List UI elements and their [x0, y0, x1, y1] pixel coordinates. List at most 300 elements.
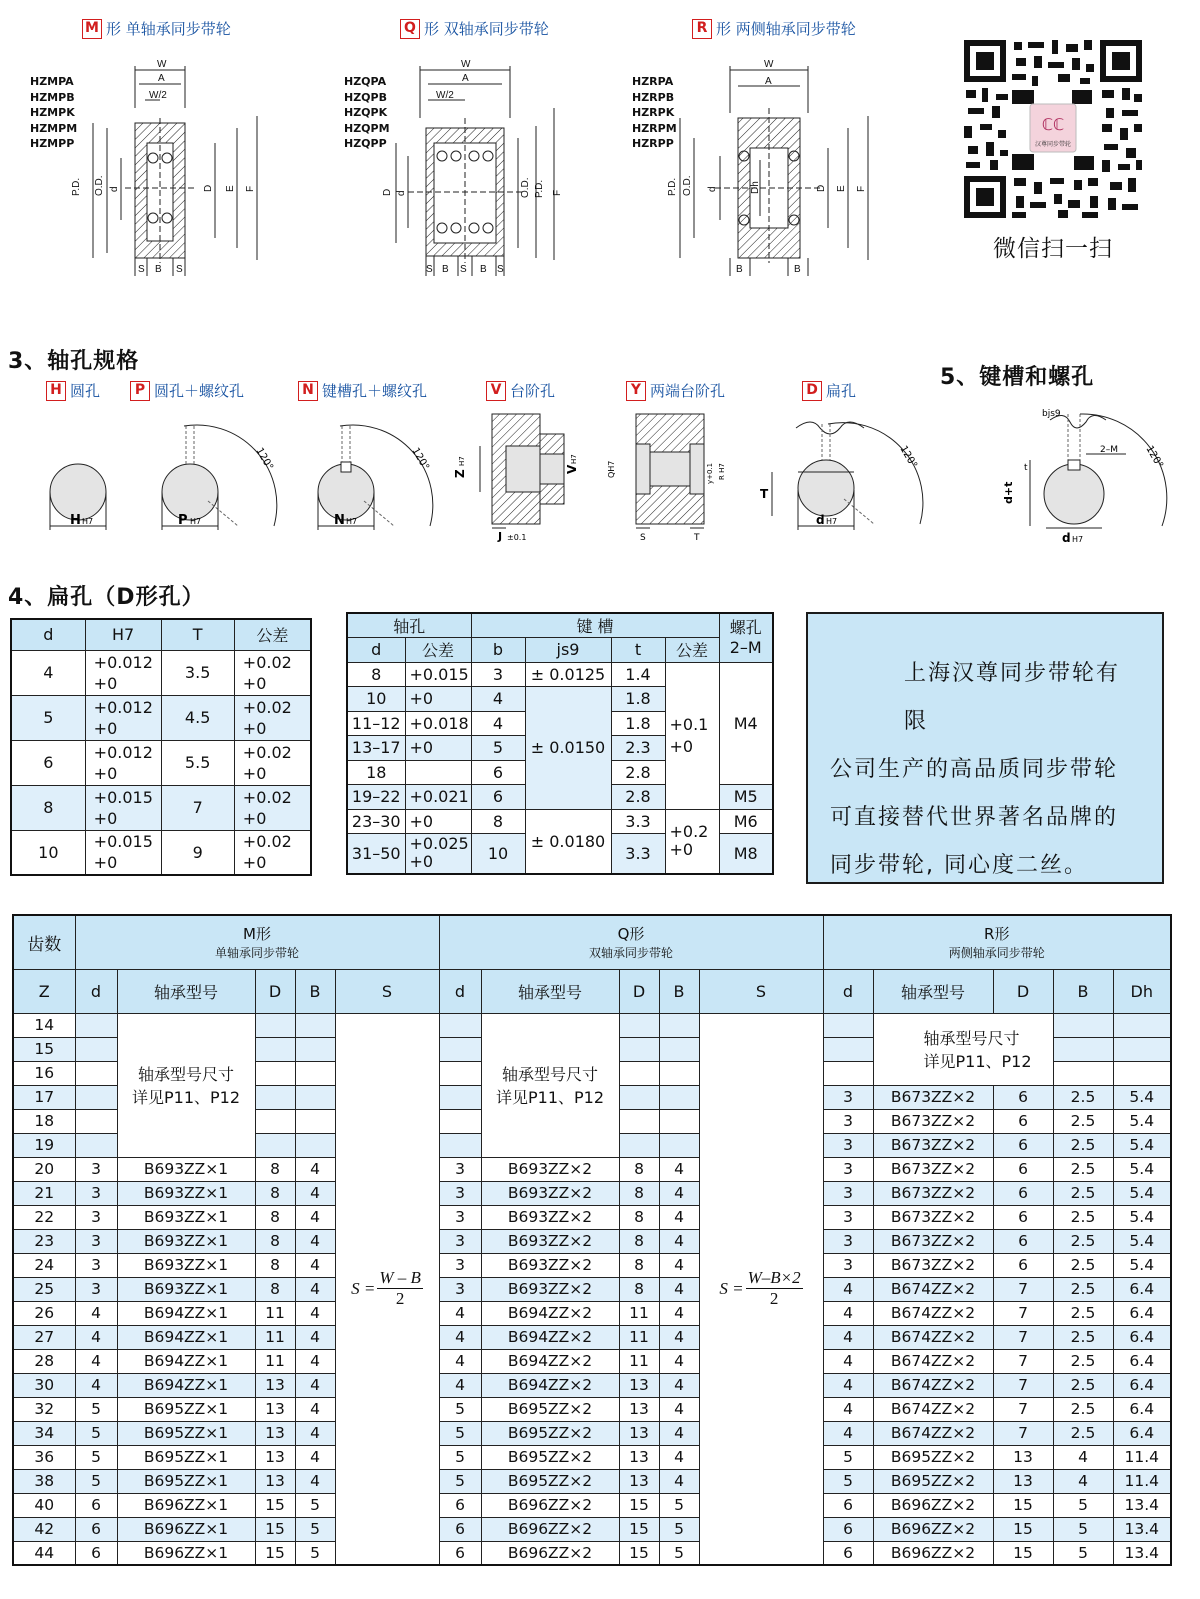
table-cell: 2.5 [1053, 1253, 1113, 1277]
table-cell: 26 [13, 1301, 75, 1325]
table-cell: 4 [1053, 1445, 1113, 1469]
svg-text:H7: H7 [190, 517, 202, 526]
table-cell: B695ZZ×1 [117, 1445, 255, 1469]
table-cell: B693ZZ×1 [117, 1277, 255, 1301]
table-cell: 5 [659, 1493, 699, 1517]
table-cell: 2.5 [1053, 1085, 1113, 1109]
svg-text:H7: H7 [826, 517, 838, 526]
table-cell: B674ZZ×2 [873, 1349, 993, 1373]
table-cell: 8 [255, 1205, 295, 1229]
table-cell: 13 [619, 1469, 659, 1493]
table-cell: 4 [823, 1301, 873, 1325]
table-cell: 5 [439, 1445, 481, 1469]
svg-text:N: N [334, 513, 345, 528]
table-cell: 3 [439, 1157, 481, 1181]
q-code-badge: Q [400, 19, 420, 39]
svg-text:S: S [426, 264, 433, 275]
table-cell: 11 [255, 1349, 295, 1373]
r-pulley-diagram [660, 48, 890, 280]
round-bore-diagram [40, 452, 120, 542]
table-cell: 2.5 [1053, 1205, 1113, 1229]
d-hole-table [10, 618, 312, 876]
svg-text:O.D.: O.D. [520, 177, 531, 198]
table-cell: 44 [13, 1541, 75, 1565]
table-cell: B693ZZ×2 [481, 1157, 619, 1181]
table-cell: 6 [993, 1205, 1053, 1229]
table-cell: 3 [823, 1109, 873, 1133]
table-cell: 22 [13, 1205, 75, 1229]
table-row: 8 +0.015 3 ± 0.0125 1.4 +0.1 +0 M4 [347, 662, 773, 687]
part-code: HZMPP [30, 137, 75, 150]
svg-text:t: t [1024, 463, 1028, 473]
table-cell: B673ZZ×2 [873, 1229, 993, 1253]
table-cell: 5.4 [1113, 1229, 1171, 1253]
table-cell: 8 [619, 1229, 659, 1253]
table-cell: B673ZZ×2 [873, 1181, 993, 1205]
table-cell: 5 [1053, 1541, 1113, 1565]
table-cell: B674ZZ×2 [873, 1397, 993, 1421]
part-code: HZQPA [344, 75, 387, 88]
table-cell: 4 [659, 1349, 699, 1373]
table-cell: 6 [439, 1493, 481, 1517]
table-cell: 15 [619, 1493, 659, 1517]
table-cell: B695ZZ×2 [481, 1421, 619, 1445]
table-cell: 6 [993, 1253, 1053, 1277]
table-cell: 42 [13, 1517, 75, 1541]
svg-text:H7: H7 [570, 454, 578, 464]
h-teeth: 齿数 [13, 915, 75, 969]
table-row [13, 1373, 1171, 1397]
table-cell: B674ZZ×2 [873, 1325, 993, 1349]
table-cell: 36 [13, 1445, 75, 1469]
h-key: 键 槽 [471, 613, 719, 638]
col-h7: H7 [85, 619, 161, 650]
table-cell: 4 [659, 1469, 699, 1493]
table-cell: B694ZZ×2 [481, 1373, 619, 1397]
table-cell: 5 [659, 1541, 699, 1565]
svg-text:O.D.: O.D. [682, 175, 693, 196]
table-cell: B693ZZ×2 [481, 1229, 619, 1253]
table-row [13, 1301, 1171, 1325]
table-cell: B696ZZ×2 [873, 1541, 993, 1565]
table-cell: 5 [823, 1445, 873, 1469]
table-cell: B693ZZ×2 [481, 1205, 619, 1229]
table-cell: 4 [439, 1301, 481, 1325]
table-cell: 16 [13, 1061, 75, 1085]
table-cell: 13 [619, 1421, 659, 1445]
table-cell: 4 [659, 1373, 699, 1397]
table-cell: 4 [823, 1325, 873, 1349]
round-screw-bore-diagram [148, 406, 288, 546]
svg-text:2–M: 2–M [1100, 445, 1118, 455]
table-cell: 3 [75, 1277, 117, 1301]
table-cell: B694ZZ×2 [481, 1301, 619, 1325]
table-cell: 2.5 [1053, 1277, 1113, 1301]
table-cell: 3 [823, 1085, 873, 1109]
m-pulley-diagram [65, 48, 275, 280]
table-cell: 7 [993, 1421, 1053, 1445]
table-cell: 11 [619, 1349, 659, 1373]
table-cell: 4 [659, 1157, 699, 1181]
table-cell: B693ZZ×1 [117, 1253, 255, 1277]
m-title-text: 形 单轴承同步带轮 [106, 20, 231, 38]
qr-caption: 微信扫一扫 [993, 236, 1113, 262]
table-cell: 11 [619, 1301, 659, 1325]
table-cell: 3 [439, 1181, 481, 1205]
table-row [13, 1229, 1171, 1253]
r-bearing-note: 轴承型号尺寸 详见P11、P12 [873, 1013, 1053, 1085]
svg-text:P: P [178, 513, 188, 528]
table-cell: 11.4 [1113, 1469, 1171, 1493]
table-cell: 2.5 [1053, 1133, 1113, 1157]
table-cell: 6 [75, 1493, 117, 1517]
table-cell: 2.5 [1053, 1157, 1113, 1181]
svg-text:D: D [816, 184, 827, 192]
table-cell: 3 [75, 1157, 117, 1181]
table-cell: 4 [75, 1301, 117, 1325]
h-screw: 螺孔 2–M [719, 613, 773, 662]
part-code: HZRPP [632, 137, 674, 150]
table-cell: 5.4 [1113, 1205, 1171, 1229]
table-row: 31–50 +0.025 +0 10 3.3 M8 [347, 834, 773, 874]
part-code: HZMPA [30, 75, 74, 88]
table-cell: 28 [13, 1349, 75, 1373]
table-cell: 11.4 [1113, 1445, 1171, 1469]
svg-text:d: d [1062, 531, 1071, 545]
table-cell: 4 [659, 1205, 699, 1229]
table-cell: B696ZZ×2 [481, 1541, 619, 1565]
svg-text:F: F [245, 185, 256, 192]
svg-text:H7: H7 [346, 517, 358, 526]
table-cell: 13 [255, 1421, 295, 1445]
table-cell: 2.5 [1053, 1325, 1113, 1349]
svg-text:S: S [640, 533, 646, 543]
table-cell: 5 [1053, 1517, 1113, 1541]
pulley-spec-table: 齿数 M形 单轴承同步带轮 Q形 双轴承同步带轮 R形 两侧轴承同步带轮 Z d 轴承型号 D B S d 轴承型号 D B S d 轴承型号 D B Dh 14 轴承型号尺寸 详见P11、P12 S = $\frac{W - B}{2}$ 轴承型号尺寸 详见P11、P12 S = $\frac{W-B\times 2}{2}$ 轴承型号尺寸 详见P11、P12 15 16 17 3 B673ZZ×2 6 2.5 5.4 18 3 B673ZZ×2 6 2.5 5.4 19 3 B673ZZ×2 6 2.5 5.4 20 3 B693ZZ×1 8 4 3 B693ZZ×2 8 4 3 B673ZZ×2 6 2.5 5.4 21 3 B693ZZ×1 8 4 3 B693ZZ×2 8 4 3 B673ZZ×2 6 2.5 5.4 22 3 B693ZZ×1 8 4 3 B693ZZ×2 8 4 3 B673ZZ×2 6 2.5 5.4 23 3 B693ZZ×1 8 4 3 B693ZZ×2 8 4 3 B673ZZ×2 6 2.5 5.4 24 3 B693ZZ×1 8 4 3 B693ZZ×2 8 4 3 B673ZZ×2 6 2.5 5.4 25 3 B693ZZ×1 8 4 3 B693ZZ×2 8 4 4 B674ZZ×2 7 2.5 6.4 26 4 B694ZZ×1 11 4 4 B694ZZ×2 11 4 4 B674ZZ×2 7 2.5 6.4 27 4 B694ZZ×1 11 4 4 B694ZZ×2 11 4 4 B674ZZ×2 7 2.5 6.4 28 4 B694ZZ×1 11 4 4 B694ZZ×2 11 4 4 B674ZZ×2 7 2.5 6.4 30 4 B694ZZ×1 13 4 4 B694ZZ×2 13 4 4 B674ZZ×2 7 2.5 6.4 32 5 B695ZZ×1 13 4 5 B695ZZ×2 13 4 4 B674ZZ×2 7 2.5 6.4 34 5 B695ZZ×1 13 4 5 B695ZZ×2 13 4 4 B674ZZ×2 7 2.5 6.4 36 5 B695ZZ×1 13 4 5 B695ZZ×2 13 4 5 B695ZZ×2 13 4 11.4 38 5 B695ZZ×1 13 4 5 B695ZZ×2 13 4 5 B695ZZ×2 13 4 11.4 40 6 B696ZZ×1 15 5 6 B696ZZ×2 15 5 6 B696ZZ×2 15 5 13.4 42 6 B696ZZ×1 15 5 6 B696ZZ×2 15 5 6 B696ZZ×2 15 5 13.4 44 6 B696ZZ×1 15 5 6 B696ZZ×2 15 5 6 B696ZZ×2 15 5 13.4 [12, 914, 1172, 1566]
col-t: T [161, 619, 234, 650]
table-cell: 4 [659, 1397, 699, 1421]
table-cell: 7 [993, 1277, 1053, 1301]
q-title-text: 形 双轴承同步带轮 [424, 20, 549, 38]
table-cell: 7 [993, 1373, 1053, 1397]
table-cell: 15 [619, 1517, 659, 1541]
part-code: HZQPK [344, 106, 388, 119]
table-cell: 4 [295, 1349, 335, 1373]
table-cell: 4 [75, 1373, 117, 1397]
table-cell: 34 [13, 1421, 75, 1445]
table-cell: B695ZZ×2 [873, 1445, 993, 1469]
svg-text:Dh: Dh [750, 181, 761, 194]
table-cell: 6 [993, 1229, 1053, 1253]
table-cell: 2.5 [1053, 1397, 1113, 1421]
table-cell: B695ZZ×1 [117, 1469, 255, 1493]
table-cell: 7 [993, 1301, 1053, 1325]
svg-text:D: D [382, 188, 393, 196]
q-type-title [400, 18, 549, 39]
part-code: HZRPA [632, 75, 674, 88]
table-cell: 19 [13, 1133, 75, 1157]
table-cell: 6 [439, 1541, 481, 1565]
bore-type-d: D 扁孔 [802, 380, 856, 401]
company-info-box: 上海汉尊同步带轮有限 公司生产的高品质同步带轮 可直接替代世界著名品牌的 同步带轮, 同心度二丝。 [806, 612, 1164, 884]
bore-type-y: Y 两端台阶孔 [626, 380, 725, 401]
table-cell: 4 [295, 1373, 335, 1397]
table-cell: B674ZZ×2 [873, 1301, 993, 1325]
table-cell: 3 [823, 1181, 873, 1205]
table-cell: 6 [993, 1085, 1053, 1109]
table-cell: B694ZZ×2 [481, 1349, 619, 1373]
table-cell: 5.4 [1113, 1181, 1171, 1205]
part-code: HZQPP [344, 137, 387, 150]
table-cell: 6.4 [1113, 1325, 1171, 1349]
part-code: HZRPK [632, 106, 675, 119]
table-cell: 3 [439, 1205, 481, 1229]
q-bearing-note: 轴承型号尺寸 详见P11、P12 [481, 1013, 619, 1157]
svg-text:120°: 120° [897, 444, 919, 471]
table-cell: 8 [255, 1229, 295, 1253]
table-cell: B695ZZ×1 [117, 1421, 255, 1445]
table-cell: 13 [619, 1445, 659, 1469]
part-code: HZRPM [632, 121, 677, 135]
h-shaft: 轴孔 [347, 613, 471, 638]
table-cell: 4 [659, 1253, 699, 1277]
table-cell: 4 [823, 1277, 873, 1301]
table-cell: B696ZZ×1 [117, 1493, 255, 1517]
table-row: 10 +0 4 ± 0.0150 1.8 [347, 687, 773, 712]
table-cell: B673ZZ×2 [873, 1085, 993, 1109]
table-cell: 13.4 [1113, 1517, 1171, 1541]
table-row [13, 1469, 1171, 1493]
table-cell: 2.5 [1053, 1301, 1113, 1325]
svg-text:T: T [760, 487, 769, 501]
table-row [13, 1541, 1171, 1565]
table-cell: B673ZZ×2 [873, 1157, 993, 1181]
section4-title: 4、扁孔（D形孔） [8, 585, 205, 610]
flat-bore-diagram [752, 404, 932, 544]
table-cell: 8 [619, 1205, 659, 1229]
table-cell: 3 [75, 1181, 117, 1205]
table-cell: 13 [255, 1469, 295, 1493]
table-row [13, 1421, 1171, 1445]
table-row [13, 1157, 1171, 1181]
table-cell: 6 [993, 1157, 1053, 1181]
svg-text:120°: 120° [253, 446, 275, 473]
svg-text:P.D.: P.D. [667, 177, 678, 196]
table-row [13, 1493, 1171, 1517]
table-cell: B693ZZ×1 [117, 1157, 255, 1181]
table-cell: 6 [823, 1493, 873, 1517]
table-row [13, 1325, 1171, 1349]
m-s-formula: S = $\frac{W - B}{2}$ [335, 1013, 439, 1565]
svg-text:E: E [225, 185, 236, 192]
table-cell: 5 [439, 1469, 481, 1493]
table-cell: 13 [255, 1373, 295, 1397]
table-row [13, 1181, 1171, 1205]
bore-type-v: V 台阶孔 [486, 380, 555, 401]
table-cell: B694ZZ×1 [117, 1373, 255, 1397]
table-cell: 7 [993, 1325, 1053, 1349]
svg-text:H7: H7 [458, 456, 466, 466]
table-cell: 4 [295, 1277, 335, 1301]
table-cell: 5 [75, 1421, 117, 1445]
svg-text:d+t: d+t [1002, 481, 1015, 504]
svg-text:汉尊同步带轮: 汉尊同步带轮 [1034, 141, 1072, 148]
table-cell: 4 [823, 1397, 873, 1421]
part-code: HZQPB [344, 90, 387, 104]
keyway-bore-diagram [304, 406, 444, 546]
table-cell: 13 [993, 1469, 1053, 1493]
table-cell: 4 [439, 1325, 481, 1349]
table-cell: 7 [993, 1397, 1053, 1421]
table-cell: B695ZZ×2 [873, 1469, 993, 1493]
table-cell: 8 [255, 1277, 295, 1301]
svg-text:bjs9: bjs9 [1042, 409, 1061, 419]
qr-logo-icon: ℂℂ [1041, 117, 1065, 134]
m-code-badge: M [82, 19, 102, 39]
svg-text:120°: 120° [409, 446, 431, 473]
table-cell: 6.4 [1113, 1301, 1171, 1325]
svg-text:R H7: R H7 [718, 463, 726, 480]
table-cell: 8 [619, 1157, 659, 1181]
table-cell: B695ZZ×2 [481, 1469, 619, 1493]
table-cell: 2.5 [1053, 1349, 1113, 1373]
svg-text:V: V [565, 464, 579, 474]
table-cell: 4 [295, 1445, 335, 1469]
q-pulley-diagram [378, 48, 578, 280]
section3-title: 3、轴孔规格 [8, 349, 140, 374]
table-cell: 4 [659, 1229, 699, 1253]
table-cell: 4 [823, 1349, 873, 1373]
r-title-text: 形 两侧轴承同步带轮 [716, 20, 856, 38]
table-cell: B696ZZ×1 [117, 1517, 255, 1541]
table-cell: 11 [255, 1325, 295, 1349]
table-cell: 13.4 [1113, 1541, 1171, 1565]
svg-text:±0.1: ±0.1 [507, 533, 527, 542]
svg-text:d: d [816, 513, 825, 527]
part-code: HZRPB [632, 90, 675, 104]
table-cell: 3 [823, 1157, 873, 1181]
table-cell: B693ZZ×2 [481, 1181, 619, 1205]
table-cell: 5 [75, 1397, 117, 1421]
table-row: 11–12 +0.018 4 1.8 [347, 711, 773, 736]
table-cell: B696ZZ×2 [873, 1517, 993, 1541]
table-cell: 5 [439, 1421, 481, 1445]
table-cell: B694ZZ×1 [117, 1325, 255, 1349]
table-cell: B695ZZ×2 [481, 1397, 619, 1421]
table-row: 13–17 +0 5 2.3 [347, 736, 773, 761]
table-cell: 24 [13, 1253, 75, 1277]
table-cell: 14 [13, 1013, 75, 1037]
table-row [13, 1445, 1171, 1469]
table-row [13, 1517, 1171, 1541]
svg-text:W: W [764, 59, 774, 70]
table-cell: 8 [255, 1157, 295, 1181]
keyway-table: 轴孔 键 槽 螺孔 2–M d 公差 b js9 t 公差 8 +0.015 3 ± 0.0125 1.4 +0.1 +0 M4 10 +0 4 ± 0.0150 1.8 11–12 +0.018 4 1.8 13–17 +0 5 2.3 18 6 2.8 19–22 +0.021 6 2.8 M5 23–30 +0 8 ± 0.0180 3.3 +0.2 +0 M6 31–50 +0.025 +0 10 3.3 M8 [346, 612, 774, 875]
bore-type-p: P 圆孔＋螺纹孔 [130, 380, 244, 401]
table-cell: 4 [295, 1253, 335, 1277]
table-cell: 4 [1053, 1469, 1113, 1493]
svg-text:S: S [460, 264, 467, 275]
bore-type-n: N 键槽孔＋螺纹孔 [298, 380, 427, 401]
table-cell: B696ZZ×1 [117, 1541, 255, 1565]
table-cell: 2.5 [1053, 1373, 1113, 1397]
table-cell: B696ZZ×2 [873, 1493, 993, 1517]
table-cell: 6.4 [1113, 1277, 1171, 1301]
m-bearing-note: 轴承型号尺寸 详见P11、P12 [117, 1013, 255, 1157]
table-row [13, 1277, 1171, 1301]
svg-text:B: B [155, 264, 162, 275]
table-cell: B693ZZ×1 [117, 1205, 255, 1229]
table-cell: 8 [619, 1181, 659, 1205]
q-s-formula: S = $\frac{W-B\times 2}{2}$ [699, 1013, 823, 1565]
table-cell: B673ZZ×2 [873, 1109, 993, 1133]
table-row [13, 1013, 1171, 1037]
table-cell: 4 [659, 1181, 699, 1205]
table-cell: 6 [993, 1133, 1053, 1157]
table-cell: B693ZZ×2 [481, 1253, 619, 1277]
svg-text:y+0.1: y+0.1 [706, 462, 714, 484]
table-row: 10 +0.015 +0 9 +0.02 +0 [11, 830, 311, 875]
table-cell: 4 [75, 1349, 117, 1373]
table-cell: 2.5 [1053, 1229, 1113, 1253]
svg-text:W/2: W/2 [436, 90, 454, 101]
svg-text:F: F [856, 185, 867, 192]
table-cell: 15 [993, 1493, 1053, 1517]
svg-text:A: A [158, 73, 165, 84]
table-row: 23–30 +0 8 ± 0.0180 3.3 +0.2 +0 M6 [347, 809, 773, 834]
table-cell: B673ZZ×2 [873, 1205, 993, 1229]
table-cell: 2.5 [1053, 1421, 1113, 1445]
table-cell: B694ZZ×1 [117, 1349, 255, 1373]
table-cell: 15 [255, 1493, 295, 1517]
table-cell: B673ZZ×2 [873, 1133, 993, 1157]
table-cell: 8 [619, 1277, 659, 1301]
table-cell: B674ZZ×2 [873, 1277, 993, 1301]
svg-text:H7: H7 [1072, 535, 1084, 544]
table-cell: 4 [823, 1373, 873, 1397]
table-cell: 4 [659, 1445, 699, 1469]
h-r-group: R形 两侧轴承同步带轮 [823, 915, 1171, 969]
table-cell: 6.4 [1113, 1373, 1171, 1397]
table-cell: 11 [255, 1301, 295, 1325]
table-cell: 6.4 [1113, 1397, 1171, 1421]
table-cell: 3 [75, 1253, 117, 1277]
h-m-group: M形 单轴承同步带轮 [75, 915, 439, 969]
table-cell: 5.4 [1113, 1133, 1171, 1157]
table-cell: 5 [823, 1469, 873, 1493]
table-cell: 5 [295, 1541, 335, 1565]
table-cell: 13 [993, 1445, 1053, 1469]
table-cell: 4 [295, 1205, 335, 1229]
svg-text:QH7: QH7 [607, 460, 616, 478]
table-cell: 18 [13, 1109, 75, 1133]
bore-type-h: H 圆孔 [46, 380, 100, 401]
table-cell: 4 [659, 1301, 699, 1325]
table-row [13, 1205, 1171, 1229]
svg-text:H7: H7 [82, 517, 94, 526]
part-code: HZMPB [30, 90, 75, 104]
table-row [13, 1397, 1171, 1421]
svg-text:W/2: W/2 [149, 90, 167, 101]
svg-text:d: d [109, 186, 120, 192]
table-cell: 13 [255, 1397, 295, 1421]
keyway-screw-diagram [990, 396, 1170, 546]
svg-text:A: A [462, 73, 469, 84]
table-cell: 4 [295, 1397, 335, 1421]
table-cell: 15 [13, 1037, 75, 1061]
svg-text:H: H [70, 513, 81, 528]
svg-text:P.D.: P.D. [71, 177, 82, 196]
